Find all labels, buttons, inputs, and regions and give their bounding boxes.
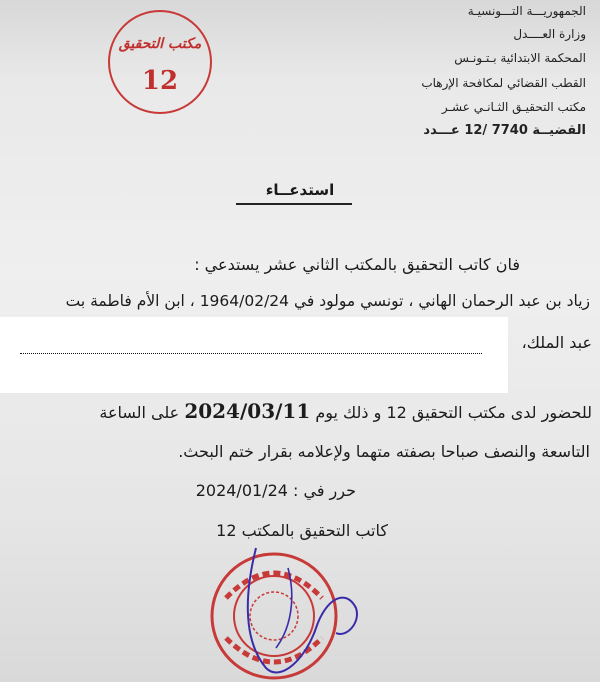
appearance-prefix: للحضور لدى مكتب التحقيق 12 و ذلك يوم (315, 403, 592, 422)
appearance-suffix: على الساعة (99, 403, 180, 422)
body-mother-name: عبد الملك، (521, 333, 592, 352)
title-container (0, 180, 600, 199)
appearance-date: 2024/03/11 (184, 399, 311, 423)
court-seal (196, 528, 371, 682)
body-time-purpose: التاسعة والنصف صباحا بصفته متهما ولإعلامه بقرار ختم البحث. (178, 442, 590, 461)
signatory-title: كاتب التحقيق بالمكتب 12 (216, 521, 388, 540)
office-stamp-label: مكتب التحقيق (118, 36, 202, 52)
header-ministry: وزارة العــــدل (513, 27, 586, 41)
title-underline (236, 203, 352, 205)
header-pole: القطب القضائي لمكافحة الإرهاب (421, 76, 586, 90)
body-appearance (99, 400, 592, 424)
seal-lettering-marks-bottom (226, 638, 322, 662)
office-stamp (108, 10, 212, 114)
header-case-number: القضيــة 7740 /12 عـــدد (423, 123, 586, 138)
body-intro: فان كاتب التحقيق بالمكتب الثاني عشر يستدعي : (194, 255, 520, 274)
office-stamp-number: 12 (141, 66, 179, 96)
dotted-line (20, 353, 482, 354)
issued-date: حرر في : 2024/01/24 (195, 481, 356, 500)
header-republic: الجمهوريـــة التـــونسيـة (467, 4, 586, 18)
redaction-box (0, 317, 508, 393)
header-office: مكتب التحقيـق الثـانـي عشـر (441, 100, 586, 114)
seal-center (250, 592, 298, 640)
body-person: زياد بن عبد الرحمان الهاني ، تونسي مولود في 1964/02/24 ، ابن الأم فاطمة بت (65, 292, 590, 310)
document-title: استدعــاء (265, 181, 335, 199)
seal-inner-ring (234, 576, 314, 656)
header-court: المحكمة الابتدائية بـتـونـس (454, 51, 586, 65)
